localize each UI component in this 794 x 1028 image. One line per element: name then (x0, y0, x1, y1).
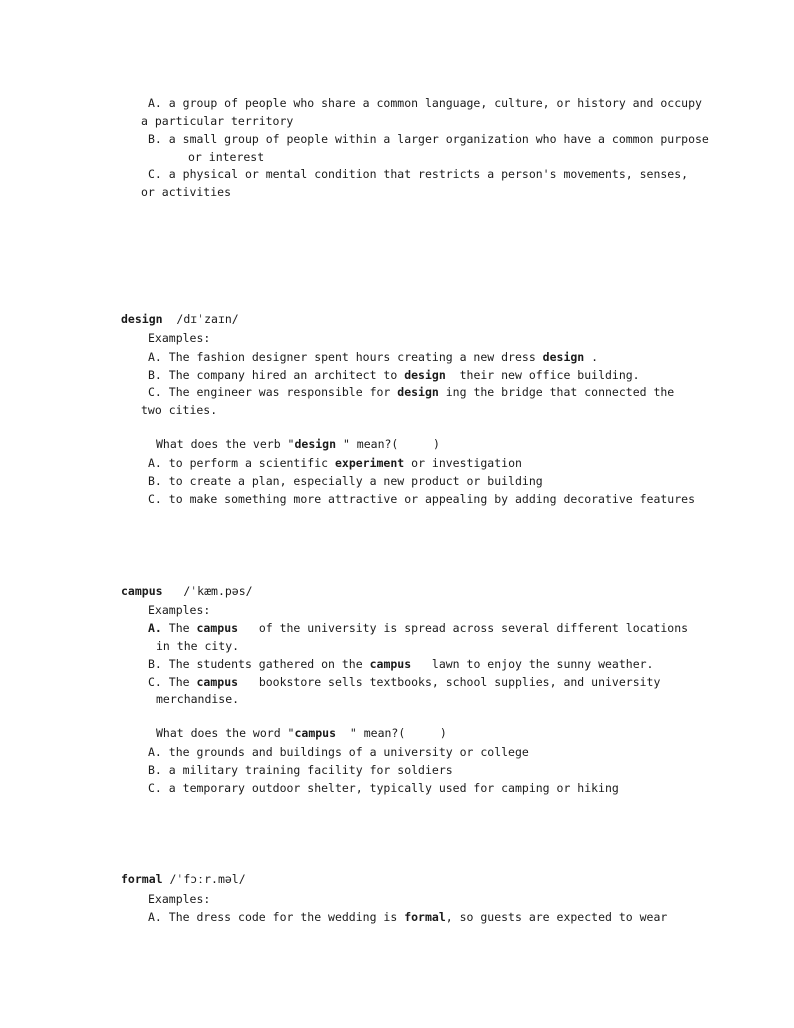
headword: design (121, 312, 163, 326)
examples-label: Examples: (148, 892, 211, 906)
prev-option-b: B. a small group of people within a larger organization who have a common purpose (148, 132, 709, 146)
option-b[interactable]: B. to create a plan, especially a new product or building (148, 474, 543, 488)
entry-heading-campus (121, 584, 253, 598)
question: What does the word "campus " mean?( ) (156, 726, 447, 740)
prev-option-c-cont: or activities (141, 185, 232, 199)
examples-label: Examples: (148, 331, 211, 345)
example-b: B. The students gathered on the campus lawn to enjoy the sunny weather. (148, 657, 654, 671)
option-c[interactable]: C. a temporary outdoor shelter, typically used for camping or hiking (148, 781, 619, 795)
question: What does the verb "design " mean?( ) (156, 437, 440, 451)
headword: formal (121, 872, 163, 886)
option-c[interactable]: C. to make something more attractive or appealing by adding decorative features (148, 492, 695, 506)
option-a[interactable]: A. the grounds and buildings of a university or college (148, 745, 529, 759)
example-a: A. The fashion designer spent hours creating a new dress design . (148, 350, 599, 364)
prev-option-b-cont: or interest (188, 150, 265, 164)
prev-option-a: A. a group of people who share a common language, culture, or history and occupy (148, 96, 702, 110)
phonetic: /ˈkæm.pəs/ (183, 584, 253, 598)
entry-heading-formal (121, 872, 246, 886)
entry-heading-design (121, 312, 239, 326)
phonetic: /ˈfɔːr.məl/ (169, 872, 246, 886)
example-c-cont: merchandise. (156, 692, 240, 706)
phonetic: /dɪˈzaɪn/ (176, 312, 239, 326)
headword: campus (121, 584, 163, 598)
option-a[interactable]: A. to perform a scientific experiment or investigation (148, 456, 522, 470)
example-b: B. The company hired an architect to design their new office building. (148, 368, 640, 382)
example-a: A. The dress code for the wedding is formal, so guests are expected to wear (148, 910, 668, 924)
option-b[interactable]: B. a military training facility for soldiers (148, 763, 453, 777)
example-c: C. The campus bookstore sells textbooks, school supplies, and university (148, 675, 661, 689)
example-c-cont: two cities. (141, 403, 218, 417)
examples-label: Examples: (148, 603, 211, 617)
prev-option-c: C. a physical or mental condition that restricts a person's movements, senses, (148, 167, 689, 181)
example-a-cont: in the city. (156, 639, 240, 653)
example-a: A. The campus of the university is spread across several different locations (148, 621, 689, 635)
prev-option-a-cont: a particular territory (141, 114, 294, 128)
example-c: C. The engineer was responsible for design ing the bridge that connected the (148, 385, 675, 399)
